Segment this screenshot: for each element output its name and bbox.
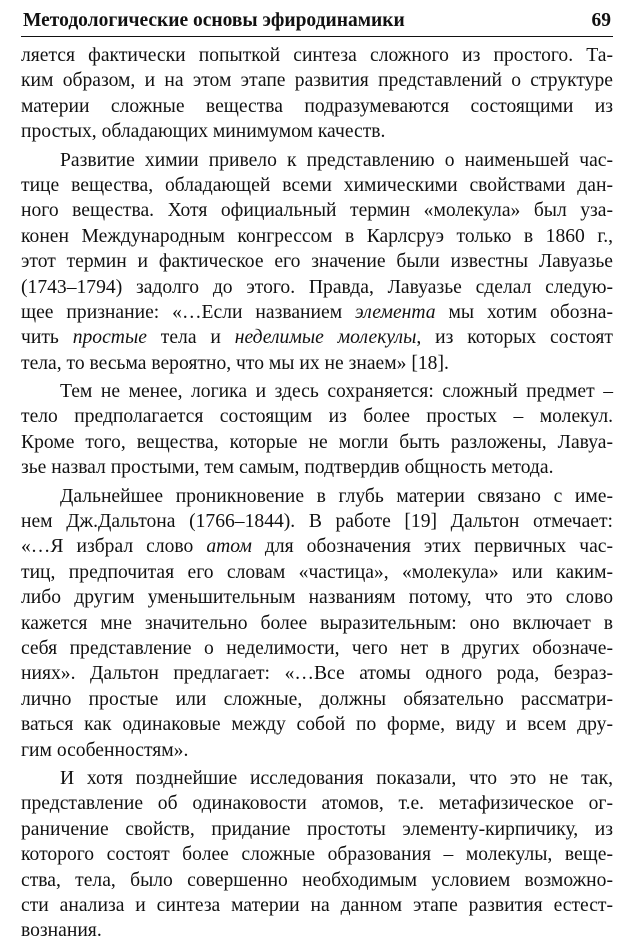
page-body bbox=[21, 43, 613, 944]
text-line: вознания. bbox=[21, 920, 102, 942]
text-line: сти анализа и синтеза материи на данном этапе развития естест- bbox=[21, 894, 613, 916]
text-line: ства, тела, было совершенно необходимым условием возможно- bbox=[21, 869, 613, 891]
text-line: ниях». Дальтон предлагает: «…Все атомы одного рода, безраз- bbox=[21, 663, 613, 685]
text-line: ляется фактически попыткой синтеза сложного из простого. Та- bbox=[21, 45, 613, 66]
text-line: тице вещества, обладающей всеми химическими свойствами дан- bbox=[21, 174, 613, 196]
text-line: тиц, предпочитая его словам «частица», «молекула» или каким- bbox=[21, 561, 613, 583]
text-line: ким образом, и на этом этапе развития представлений о структуре bbox=[21, 70, 613, 92]
text-line: Тем не менее, логика и здесь сохраняется: сложный предмет – bbox=[60, 381, 613, 403]
text-line: простых, обладающих минимумом качеств. bbox=[21, 121, 386, 143]
text-line: (1743–1794) задолго до этого. Правда, Лавуазье сделал следую- bbox=[21, 276, 613, 298]
text-line: гим особенностям». bbox=[21, 739, 189, 761]
text-line: И хотя позднейшие исследования показали, что это не так, bbox=[60, 767, 613, 789]
text-line: Дальнейшее проникновение в глубь материи связано с име- bbox=[60, 485, 613, 507]
text-line: Кроме того, вещества, которые не могли быть разложены, Лавуа- bbox=[21, 431, 613, 453]
text-line: тела, то весьма вероятно, что мы их не знаем» [18]. bbox=[21, 352, 449, 374]
text-line: ваться как одинаковые между собой по форме, виду и всем дру- bbox=[21, 714, 613, 736]
running-title: Методологические основы эфиродинамики bbox=[23, 10, 405, 31]
text-line: материи сложные вещества подразумеваются состоящими из bbox=[21, 95, 613, 117]
text-line: нем Дж.Дальтона (1766–1844). В работе [19] Дальтон отмечает: bbox=[21, 511, 613, 533]
text-line: себя представление о неделимости, чего нет в других обозначе- bbox=[21, 637, 613, 659]
text-line: кажется мне значительно более выразительным: оно включает в bbox=[21, 612, 613, 634]
text-line: тело предполагается состоящим из более простых – молекул. bbox=[21, 406, 613, 428]
text-line: лично простые или сложные, должны обязательно рассматри- bbox=[21, 688, 613, 710]
text-line: «…Я избрал слово атом для обозначения этих первичных час- bbox=[21, 536, 613, 558]
text-line: чить простые тела и неделимые молекулы, из которых состоят bbox=[21, 327, 613, 349]
page-number: 69 bbox=[591, 10, 611, 31]
text-line: конен Международным конгрессом в Карлсруэ только в 1860 г., bbox=[21, 225, 613, 247]
running-header bbox=[21, 9, 613, 37]
text-line: представление об одинаковости атомов, т.е. метафизическое ог- bbox=[21, 793, 613, 815]
text-line: ного вещества. Хотя официальный термин «молекула» был уза- bbox=[21, 200, 613, 222]
text-line: либо другим уменьшительным названиям потому, что это слово bbox=[21, 587, 613, 609]
text-line: Развитие химии привело к представлению о наименьшей час- bbox=[60, 149, 613, 171]
text-line: которого состоят более сложные образования – молекулы, веще- bbox=[21, 844, 613, 866]
text-line: раничение свойств, придание простоты элементу-кирпичику, из bbox=[21, 818, 613, 840]
text-line: зье назвал простыми, тем самым, подтвердив общность метода. bbox=[21, 457, 554, 479]
text-line: этот термин и фактическое его значение были известны Лавуазье bbox=[21, 251, 613, 273]
text-line: щее признание: «…Если названием элемента мы хотим обозна- bbox=[21, 301, 613, 323]
